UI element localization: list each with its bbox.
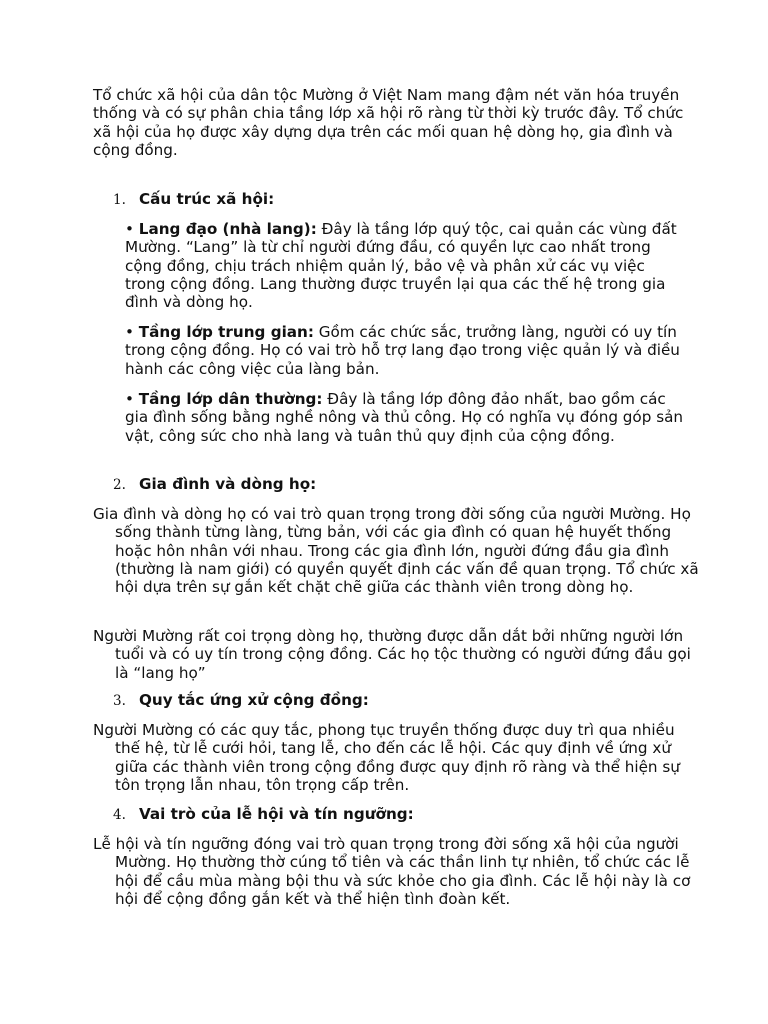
body-paragraph: Người Mường có các quy tắc, phong tục truyền thống được duy trì qua nhiều thế hệ, từ lễ cưới hỏi, tang lễ, cho đến các lễ hội. Các quy định về ứng xử giữa các thành viên trong cộng đồng được quy định rõ ràng và thể hiện sự tôn trọng lẫn nhau, tôn trọng cấp trên. (93, 721, 680, 794)
bullet-term: Tầng lớp dân thường: (138, 390, 323, 408)
bullet-item (125, 390, 685, 445)
intro-paragraph: Tổ chức xã hội của dân tộc Mường ở Việt Nam mang đậm nét văn hóa truyền thống và có sự phân chia tầng lớp xã hội rõ ràng từ thời kỳ trước đây. Tổ chức xã hội của họ được xây dựng dựa trên các mối quan hệ dòng họ, gia đình và cộng đồng. (93, 86, 684, 159)
bullet-mark: • (125, 323, 134, 341)
section-title: Gia đình và dòng họ: (139, 475, 317, 493)
bullet-item (125, 220, 685, 311)
section-heading-3 (113, 691, 369, 710)
section-number: 2. (113, 477, 126, 493)
body-paragraph: Gia đình và dòng họ có vai trò quan trọng trong đời sống của người Mường. Họ sống thành từng làng, từng bản, với các gia đình có quan hệ huyết thống hoặc hôn nhân với nhau. Trong các gia đình lớn, người đứng đầu gia đình (thường là nam giới) có quyền quyết định các vấn đề quan trọng. Tổ chức xã hội dựa trên sự gắn kết chặt chẽ giữa các thành viên trong dòng họ. (93, 505, 699, 597)
section-number: 4. (113, 807, 126, 823)
section-title: Cấu trúc xã hội: (139, 190, 275, 208)
section-number: 1. (113, 192, 126, 208)
section-title: Vai trò của lễ hội và tín ngưỡng: (139, 805, 414, 823)
bullet-text: Đây là tầng lớp quý tộc, cai quản các vùng đất Mường. “Lang” là từ chỉ người đứng đầu, có quyền lực cao nhất trong cộng đồng, chịu trách nhiệm quản lý, bảo vệ và phân xử các vụ việc trong cộng đồng. Lang thường được truyền lại qua các thế hệ trong gia đình và dòng họ. (125, 220, 677, 312)
bullet-term: Lang đạo (nhà lang): (138, 220, 317, 238)
section-title: Quy tắc ứng xử cộng đồng: (139, 691, 369, 709)
body-paragraph: Lễ hội và tín ngưỡng đóng vai trò quan trọng trong đời sống xã hội của người Mường. Họ thường thờ cúng tổ tiên và các thần linh tự nhiên, tổ chức các lễ hội để cầu mùa màng bội thu và sức khỏe cho gia đình. Các lễ hội này là cơ hội để cộng đồng gắn kết và thể hiện tình đoàn kết. (93, 835, 691, 908)
section-heading-2 (113, 475, 316, 494)
bullet-mark: • (125, 390, 134, 408)
bullet-item (125, 323, 685, 378)
bullet-term: Tầng lớp trung gian: (138, 323, 314, 341)
bullet-text: Gồm các chức sắc, trưởng làng, người có uy tín trong cộng đồng. Họ có vai trò hỗ trợ lang đạo trong việc quản lý và điều hành các công việc của làng bản. (125, 323, 680, 378)
bullet-mark: • (125, 220, 134, 238)
bullet-text: Đây là tầng lớp đông đảo nhất, bao gồm các gia đình sống bằng nghề nông và thủ công. Họ có nghĩa vụ đóng góp sản vật, công sức cho nhà lang và tuân thủ quy định của cộng đồng. (125, 390, 684, 445)
body-paragraph: Người Mường rất coi trọng dòng họ, thường được dẫn dắt bởi những người lớn tuổi và có uy tín trong cộng đồng. Các họ tộc thường có người đứng đầu gọi là “lang họ” (93, 627, 691, 682)
section-number: 3. (113, 693, 126, 709)
section-heading-1 (113, 190, 274, 209)
section-heading-4 (113, 805, 414, 824)
